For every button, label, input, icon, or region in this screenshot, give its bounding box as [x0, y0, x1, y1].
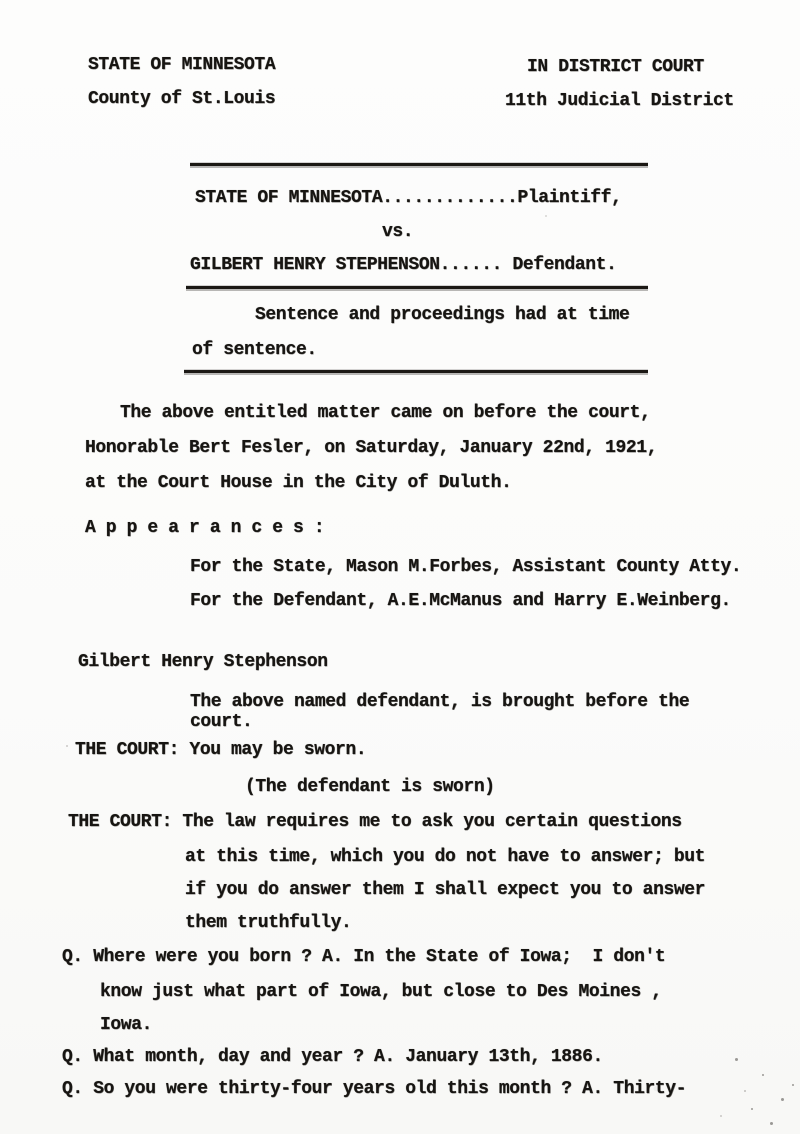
scan-speckle	[770, 1122, 773, 1125]
court-speech-line: THE COURT: The law requires me to ask you certain questions	[68, 812, 682, 832]
caption-vs: vs.	[382, 222, 414, 242]
scan-speckle	[735, 1058, 738, 1061]
header-state: STATE OF MINNESOTA	[88, 55, 276, 75]
caption-subtitle-line-2: of sentence.	[192, 340, 317, 360]
body-line: Honorable Bert Fesler, on Saturday, January 22nd, 1921,	[85, 438, 658, 458]
header-county: County of St.Louis	[88, 89, 276, 109]
caption-subtitle-line-1: Sentence and proceedings had at time	[255, 305, 630, 325]
scan-speckle	[762, 1074, 764, 1076]
body-line: if you do answer them I shall expect you to answer	[185, 880, 706, 900]
body-line: at this time, which you do not have to answer; but	[185, 847, 706, 867]
scan-speckle	[751, 1108, 753, 1110]
scan-speckle	[545, 215, 547, 217]
scan-speckle	[744, 1090, 746, 1092]
body-line: court.	[190, 712, 253, 732]
body-line: The above entitled matter came on before the court,	[120, 403, 651, 423]
caption-defendant-line: GILBERT HENRY STEPHENSON...... Defendant.	[190, 255, 617, 275]
caption-rule-top	[190, 163, 648, 166]
question-answer-line: Q. Where were you born ? A. In the State of Iowa; I don't	[62, 947, 666, 967]
header-court: IN DISTRICT COURT	[527, 57, 704, 77]
defendant-name-line: Gilbert Henry Stephenson	[78, 652, 328, 672]
body-line: Iowa.	[100, 1015, 153, 1035]
body-line: know just what part of Iowa, but close to Des Moines ,	[100, 982, 662, 1002]
body-line: For the State, Mason M.Forbes, Assistant County Atty.	[190, 557, 742, 577]
scan-speckle	[781, 1098, 784, 1101]
header-district: 11th Judicial District	[505, 91, 734, 111]
scan-speckle	[792, 1084, 794, 1086]
body-line: The above named defendant, is brought before the	[190, 692, 690, 712]
appearances-heading: A p p e a r a n c e s :	[85, 518, 325, 538]
scan-speckle	[720, 1115, 722, 1117]
scan-speckle	[66, 745, 68, 747]
parenthetical-line: (The defendant is sworn)	[245, 777, 495, 797]
question-answer-line: Q. What month, day and year ? A. January 13th, 1886.	[62, 1047, 603, 1067]
body-line: them truthfully.	[185, 913, 352, 933]
caption-plaintiff-line: STATE OF MINNESOTA.............Plaintiff,	[195, 188, 622, 208]
body-line: For the Defendant, A.E.McManus and Harry E.Weinberg.	[190, 591, 731, 611]
body-line: at the Court House in the City of Duluth.	[85, 473, 512, 493]
caption-rule-middle	[186, 286, 648, 289]
caption-rule-bottom	[184, 370, 648, 373]
question-answer-line: Q. So you were thirty-four years old this month ? A. Thirty-	[62, 1079, 687, 1099]
court-speech-line: THE COURT: You may be sworn.	[75, 740, 367, 760]
